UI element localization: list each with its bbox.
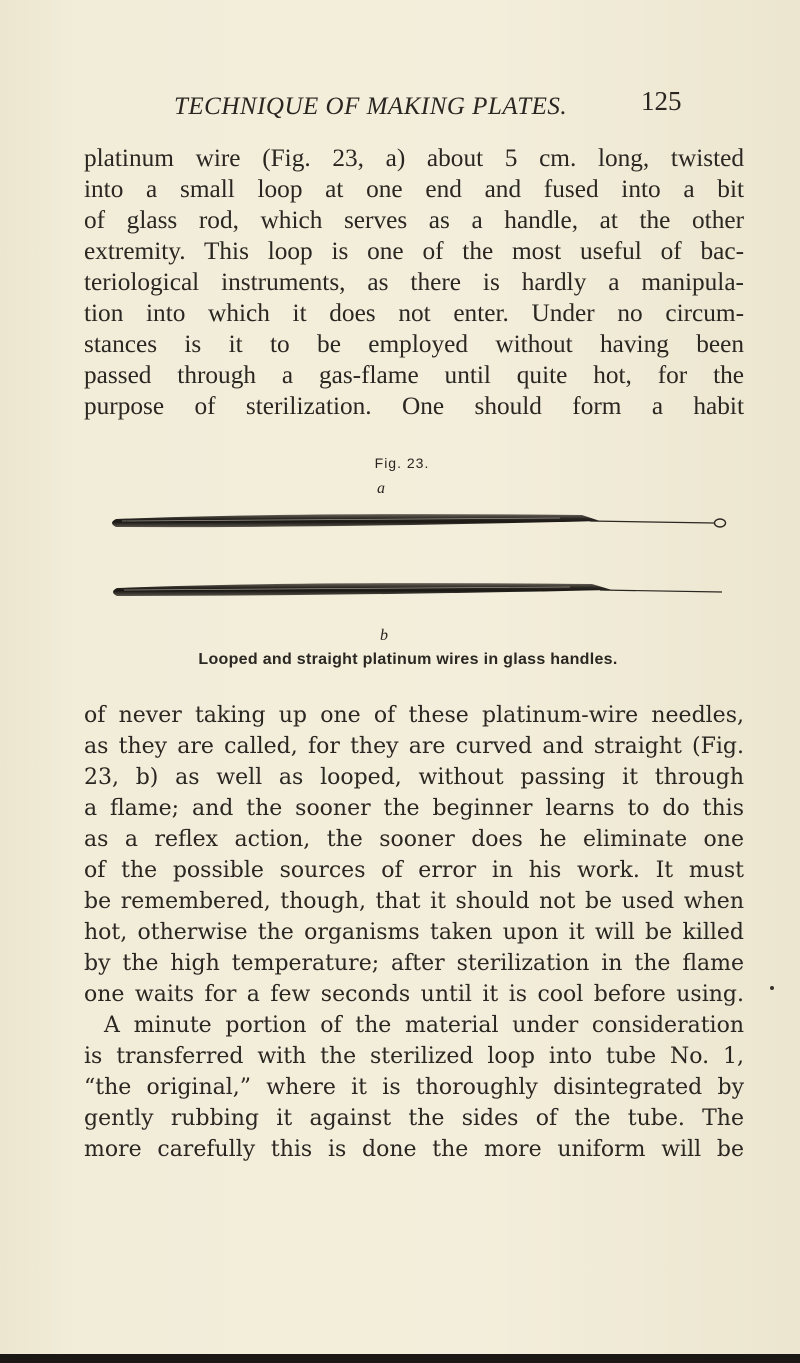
figure-label-a: a bbox=[377, 480, 385, 497]
paragraph-1 bbox=[84, 143, 744, 422]
running-head: TECHNIQUE OF MAKING PLATES. bbox=[174, 93, 568, 120]
text-line: be remembered, though, that it should not be used when bbox=[84, 889, 744, 914]
text-line: passed through a gas-flame until quite hot, for the bbox=[84, 361, 744, 389]
ink-speck bbox=[770, 986, 774, 990]
text-line: A minute portion of the material under consideration bbox=[104, 1013, 744, 1038]
paragraph-2 bbox=[84, 700, 744, 1165]
figure-caption: Looped and straight platinum wires in glass handles. bbox=[198, 651, 618, 668]
text-line: is transferred with the sterilized loop into tube No. 1, bbox=[84, 1044, 744, 1069]
text-line: 23, b) as well as looped, without passing it through bbox=[84, 765, 744, 790]
text-line: a flame; and the sooner the beginner learns to do this bbox=[84, 796, 744, 821]
text-line: purpose of sterilization. One should form a habit bbox=[84, 392, 744, 420]
text-line: more carefully this is done the more uniform will be bbox=[84, 1137, 744, 1162]
straight-wire-handle bbox=[113, 583, 722, 596]
text-line: hot, otherwise the organisms taken upon it will be killed bbox=[84, 920, 744, 945]
figure-title: Fig. 23. bbox=[374, 455, 430, 471]
text-line: stances is it to be employed without having been bbox=[84, 330, 744, 358]
text-line: extremity. This loop is one of the most useful of bac- bbox=[84, 237, 744, 265]
figure-label-b: b bbox=[380, 627, 388, 644]
page-number: 125 bbox=[641, 86, 682, 116]
text-line: platinum wire (Fig. 23, a) about 5 cm. long, twisted bbox=[84, 144, 744, 172]
text-line: of never taking up one of these platinum-wire needles, bbox=[84, 703, 744, 728]
text-line: of the possible sources of error in his work. It must bbox=[84, 858, 744, 883]
text-line: of glass rod, which serves as a handle, at the other bbox=[84, 206, 744, 234]
text-line: into a small loop at one end and fused into a bit bbox=[84, 175, 744, 203]
text-line: as a reflex action, the sooner does he eliminate one bbox=[84, 827, 744, 852]
looped-wire-handle bbox=[112, 514, 726, 527]
platinum-wires-illustration bbox=[0, 500, 800, 630]
text-line: by the high temperature; after sterilization in the flame bbox=[84, 951, 744, 976]
page-bottom-edge bbox=[0, 1354, 800, 1363]
text-line: “the original,” where it is thoroughly disintegrated by bbox=[84, 1075, 744, 1100]
text-line: gently rubbing it against the sides of the tube. The bbox=[84, 1106, 744, 1131]
text-line: one waits for a few seconds until it is cool before using. bbox=[84, 982, 744, 1007]
text-line: as they are called, for they are curved and straight (Fig. bbox=[84, 734, 744, 759]
text-line: tion into which it does not enter. Under no circum- bbox=[84, 299, 744, 327]
text-line: teriological instruments, as there is hardly a manipula- bbox=[84, 268, 744, 296]
